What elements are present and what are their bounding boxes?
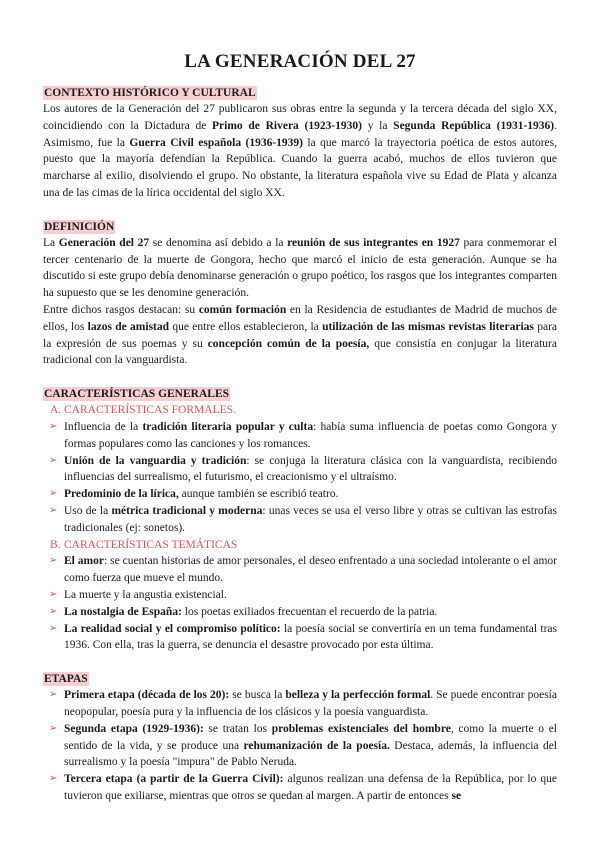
text: algunos realizan una defensa de la República, por lo que tuvieron que exiliarse, mientras que otros se quedan al margen. A partir de entonces — [64, 773, 557, 802]
list-item — [43, 771, 557, 805]
arrow-right-icon: ➢ — [49, 555, 58, 567]
bold-text: utilización de las mismas revistas literarias — [322, 320, 534, 333]
text: La muerte y la angustia existencial. — [64, 588, 227, 601]
bold-text: Predominio de la lírica, — [64, 488, 179, 501]
text: . Asimismo, fue la — [43, 119, 557, 149]
list-item — [43, 587, 557, 604]
text: . Se puede encontrar poesía neopopular, poesía pura y la influencia de los clásicos y la poesía vanguardista. — [64, 689, 557, 718]
section-definicion — [43, 217, 557, 369]
text: y la — [362, 119, 394, 132]
text: Influencia de la — [64, 420, 143, 433]
text: Los autores de la Generación del 27 publicaron sus obras entre la segunda y la tercera década del siglo XX, coincidiendo con la Dictadura de — [43, 103, 557, 132]
arrow-right-icon: ➢ — [49, 420, 58, 432]
bold-text: lazos de amistad — [87, 320, 170, 333]
section-contexto — [43, 83, 557, 202]
text: La — [43, 236, 59, 249]
list-item — [43, 503, 557, 537]
list-letter: A. — [50, 404, 62, 417]
text: se busca la — [229, 689, 286, 702]
text: los poetas exiliados frecuentan el recuerdo de la patria. — [181, 605, 438, 618]
arrow-right-icon: ➢ — [49, 722, 58, 734]
page-title: LA GENERACIÓN DEL 27 — [184, 51, 416, 72]
list-item — [43, 721, 557, 771]
text: : había suma influencia de poetas como Gongora y formas populares como las canciones y los romances. — [64, 420, 557, 450]
text: Destaca, además, la influencia del surrealismo y la poesía "impura" de Pablo Neruda. — [64, 739, 557, 769]
arrow-right-icon: ➢ — [49, 488, 58, 500]
list-tematicas — [43, 553, 557, 654]
subheading-tematicas — [43, 537, 557, 554]
bold-text: concepción común de la poesía, — [207, 337, 370, 350]
list-item — [43, 486, 557, 503]
text: que consistía en conjugar la literatura tradicional con la vanguardista. — [43, 337, 557, 367]
list-item — [43, 553, 557, 587]
arrow-right-icon: ➢ — [49, 773, 58, 785]
section-heading-etapas: ETAPAS — [44, 673, 88, 686]
paragraph-definicion-1 — [43, 235, 557, 302]
text: Entre dichos rasgos destacan: su — [43, 303, 199, 316]
list-item — [43, 604, 557, 621]
bold-text: métrica tradicional y moderna — [111, 504, 263, 517]
bold-text: Unión de la vanguardia y tradición — [64, 454, 247, 467]
text: la que marcó la trayectoria poética de estos autores, puesto que la mayoría defendían la República. Cuando la guerra acabó, muchos de ellos tuvieron que marcharse al exilio, disolviendo el grupo. No obstante, la literatura española vive su Edad de Plata y alcanza una de las cimas de la lírica occidental del siglo XX. — [43, 136, 557, 199]
arrow-right-icon: ➢ — [49, 622, 58, 634]
arrow-right-icon: ➢ — [49, 588, 58, 600]
subheading-formales — [43, 402, 557, 419]
bold-text: reunión de sus integrantes en 1927 — [287, 236, 460, 249]
section-caracteristicas — [43, 384, 557, 654]
text: se tratan los — [203, 722, 272, 735]
bold-text: La realidad social y el compromiso político: — [64, 622, 281, 635]
text: se denomina así debido a la — [149, 236, 288, 249]
bold-text: La nostalgia de España: — [64, 605, 182, 618]
text: aunque también se escribió teatro. — [178, 488, 339, 501]
bold-text: belleza y la perfección formal — [285, 689, 431, 702]
arrow-right-icon: ➢ — [49, 605, 58, 617]
bold-text: Tercera etapa (a partir de la Guerra Civil): — [64, 773, 284, 786]
text: la poesía social se convertiría en un tema fundamental tras 1936. Con ella, tras la guerra, se denuncia el desastre provocado por esta última. — [64, 622, 557, 652]
text: : unas veces se usa el verso libre y otras se cultivan las estrofas tradicionales (ej: sonetos). — [64, 504, 557, 534]
text: Uso de la — [64, 504, 112, 517]
section-etapas — [43, 669, 557, 805]
bold-text: se — [451, 789, 462, 802]
bold-text: problemas existenciales del hombre — [271, 722, 451, 735]
bold-text: Primera etapa (década de los 20): — [64, 689, 230, 702]
paragraph-definicion-2 — [43, 302, 557, 369]
subheading-label: CARACTERÍSTICAS FORMALES. — [64, 404, 236, 417]
section-heading-caracteristicas: CARACTERÍSTICAS GENERALES — [44, 388, 230, 401]
bold-text: común formación — [198, 303, 287, 316]
list-item — [43, 621, 557, 655]
arrow-right-icon: ➢ — [49, 454, 58, 466]
text: , como la muerte o el sentido de la vida, y se produce una — [64, 722, 558, 752]
paragraph-contexto — [43, 101, 557, 202]
text: que entre ellos establecieron, la — [169, 320, 323, 333]
text: : se cuentan historias de amor personales, el deseo enfrentado a una sociedad intolerante o el amor como fuerza que mueve el mundo. — [64, 555, 557, 585]
bold-text: Segunda etapa (1929-1936): — [64, 722, 204, 735]
text: para conmemorar el tercer centenario de la muerte de Gongora, hecho que marcó el inicio de esta generación. Aunque se ha discutido si este grupo debía denominarse generación o grupo poético, los rasgos que los integrantes comparten ha supuesto que se les denomine generación. — [43, 236, 558, 300]
list-letter: B. — [50, 538, 61, 551]
arrow-right-icon: ➢ — [49, 504, 58, 516]
bold-text: El amor — [64, 555, 104, 568]
list-item — [43, 419, 557, 453]
section-heading-contexto: CONTEXTO HISTÓRICO Y CULTURAL — [44, 87, 256, 99]
text: en la Residencia de estudiantes de Madrid de muchos de ellos, los — [43, 303, 557, 333]
text: : se conjuga la literatura clásica con la vanguardista, recibiendo influencias del surrealismo, el futurismo, el creacionismo y el ultraísmo. — [64, 454, 557, 484]
arrow-right-icon: ➢ — [49, 689, 58, 701]
bold-text: tradición literaria popular y culta — [142, 420, 314, 433]
list-etapas — [43, 687, 557, 805]
section-heading-definicion: DEFINICIÓN — [44, 220, 115, 233]
bold-text: Segunda República (1931-1936) — [393, 119, 555, 132]
bold-text: Generación del 27 — [58, 236, 150, 249]
bold-text: rehumanización de la poesía. — [243, 739, 390, 752]
subheading-label: CARACTERÍSTICAS TEMÁTICAS — [64, 538, 238, 551]
list-item — [43, 687, 557, 721]
list-formales — [43, 419, 557, 537]
text: para la expresión de sus poemas y su — [43, 320, 558, 350]
list-item — [43, 453, 557, 487]
bold-text: Guerra Civil española (1936-1939) — [129, 136, 304, 149]
bold-text: Primo de Rivera (1923-1930) — [212, 119, 362, 132]
